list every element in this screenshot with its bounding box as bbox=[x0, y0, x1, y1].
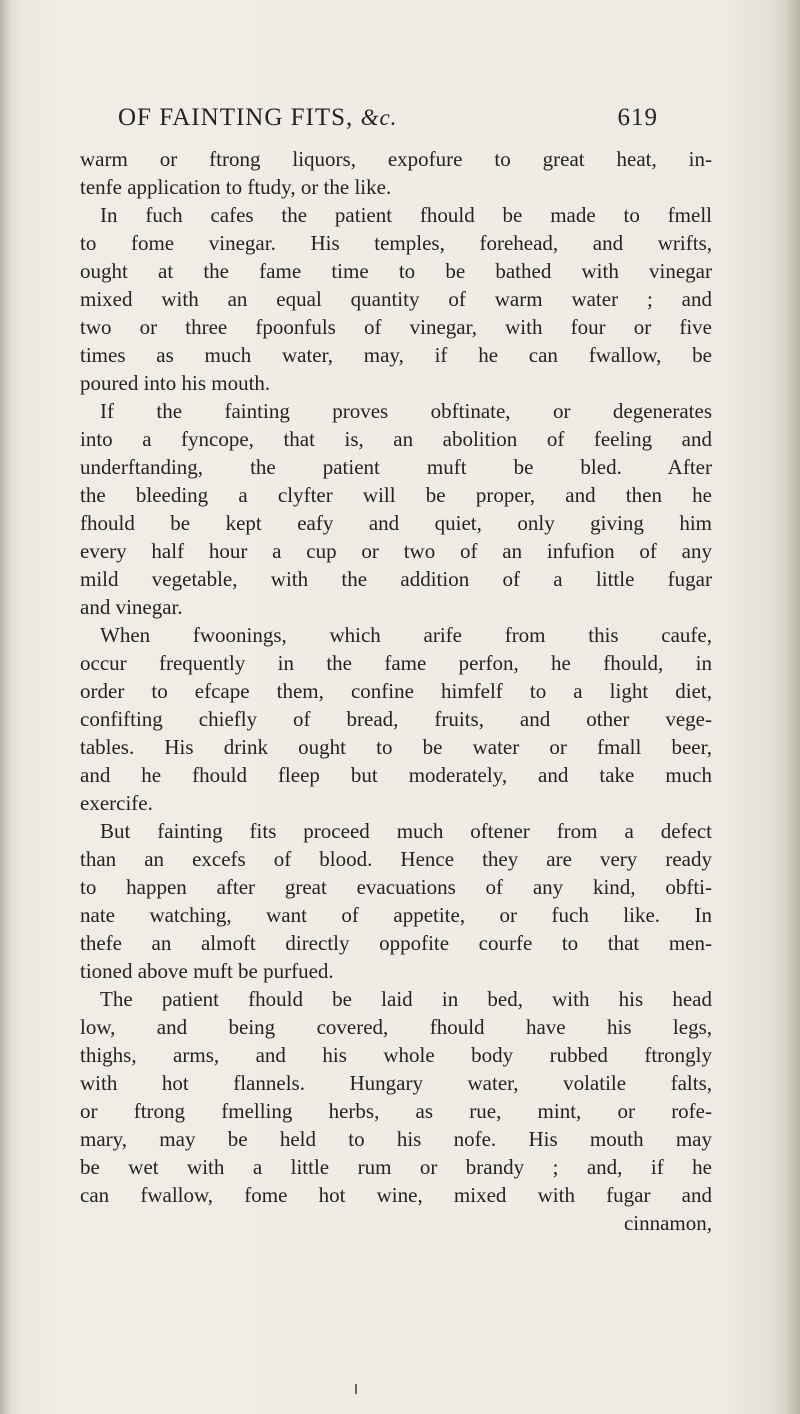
text-line: But fainting fits proceed much oftener from a defect bbox=[100, 819, 712, 843]
text-line: poured into his mouth. bbox=[80, 371, 271, 395]
text-line: times as much water, may, if he can fwallow, be bbox=[80, 343, 712, 367]
text-line: occur frequently in the fame perfon, he fhould, in bbox=[80, 651, 712, 675]
running-title-etc: &c. bbox=[360, 105, 398, 130]
text-line: can fwallow, fome hot wine, mixed with fugar and bbox=[80, 1183, 712, 1207]
text-line: nate watching, want of appetite, or fuch like. In bbox=[80, 903, 712, 927]
text-line: In fuch cafes the patient fhould be made to fmell bbox=[100, 203, 712, 227]
text-line: The patient fhould be laid in bed, with his head bbox=[100, 987, 712, 1011]
text-line: and he fhould fleep but moderately, and take much bbox=[80, 763, 712, 787]
text-line: mild vegetable, with the addition of a little fugar bbox=[80, 567, 712, 591]
text-line: low, and being covered, fhould have his legs, bbox=[80, 1015, 712, 1039]
text-line: with hot flannels. Hungary water, volatile falts, bbox=[80, 1071, 712, 1095]
text-line: order to efcape them, confine himfelf to a light diet, bbox=[80, 679, 712, 703]
text-line: tioned above muft be purfued. bbox=[80, 959, 334, 983]
text-line: When fwoonings, which arife from this caufe, bbox=[100, 623, 712, 647]
text-line: mixed with an equal quantity of warm water ; and bbox=[80, 287, 712, 311]
text-line: into a fyncope, that is, an abolition of feeling and bbox=[80, 427, 712, 451]
text-line: confifting chiefly of bread, fruits, and other vege- bbox=[80, 707, 712, 731]
text-line: every half hour a cup or two of an infufion of any bbox=[80, 539, 712, 563]
text-line: ought at the fame time to be bathed with vinegar bbox=[80, 259, 712, 283]
text-line: the bleeding a clyfter will be proper, and then he bbox=[80, 483, 712, 507]
text-line: and vinegar. bbox=[80, 595, 183, 619]
text-line: warm or ftrong liquors, expofure to great heat, in- bbox=[80, 147, 712, 171]
text-line: tables. His drink ought to be water or fmall beer, bbox=[80, 735, 712, 759]
text-line: If the fainting proves obftinate, or degenerates bbox=[100, 399, 712, 423]
text-line: to fome vinegar. His temples, forehead, and wrifts, bbox=[80, 231, 712, 255]
text-line: underftanding, the patient muft be bled. After bbox=[80, 455, 712, 479]
running-title-text: OF FAINTING FITS, bbox=[118, 104, 354, 131]
text-line: to happen after great evacuations of any kind, obfti- bbox=[80, 875, 712, 899]
text-line: mary, may be held to his nofe. His mouth may bbox=[80, 1127, 712, 1151]
print-mark bbox=[355, 1384, 357, 1394]
catchword: cinnamon, bbox=[623, 1211, 712, 1235]
text-line: thefe an almoft directly oppofite courfe to that men- bbox=[80, 931, 712, 955]
text-line: be wet with a little rum or brandy ; and, if he bbox=[80, 1155, 712, 1179]
text-line: exercife. bbox=[80, 791, 153, 815]
text-line: thighs, arms, and his whole body rubbed ftrongly bbox=[80, 1043, 712, 1067]
text-line: or ftrong fmelling herbs, as rue, mint, or rofe- bbox=[80, 1099, 712, 1123]
text-line: two or three fpoonfuls of vinegar, with four or five bbox=[80, 315, 712, 339]
text-line: fhould be kept eafy and quiet, only giving him bbox=[80, 511, 712, 535]
text-line: than an excefs of blood. Hence they are very ready bbox=[80, 847, 712, 871]
page-number: 619 bbox=[617, 104, 658, 131]
text-line: tenfe application to ftudy, or the like. bbox=[80, 175, 392, 199]
